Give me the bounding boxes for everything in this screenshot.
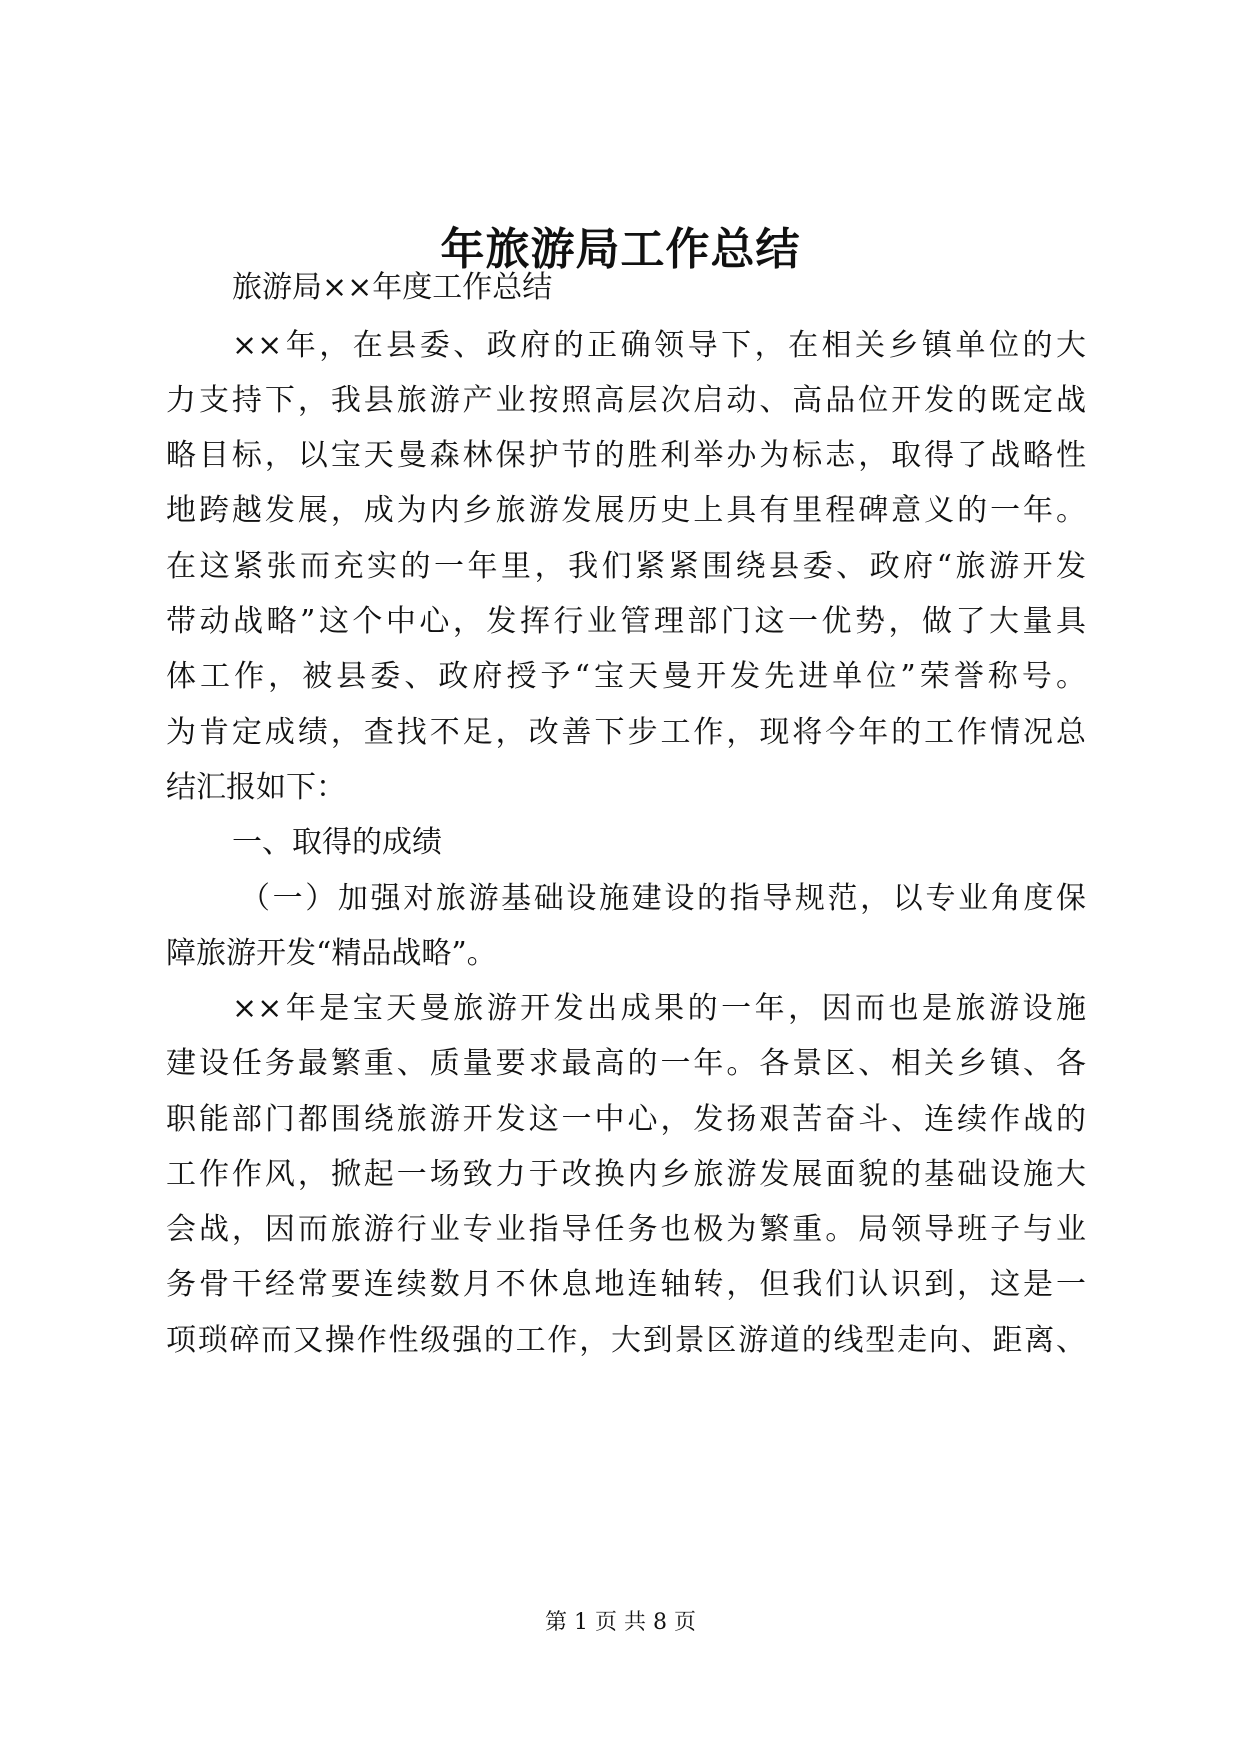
body-line: 体工作，被县委、政府授予“宝天曼开发先进单位”荣誉称号。	[166, 659, 1086, 694]
body-line: 在这紧张而充实的一年里，我们紧紧围绕县委、政府“旅游开发	[166, 549, 1086, 584]
body-line: 带动战略”这个中心，发挥行业管理部门这一优势，做了大量具	[166, 604, 1086, 639]
body-line: 略目标，以宝天曼森林保护节的胜利举办为标志，取得了战略性	[166, 438, 1086, 473]
body-line: 职能部门都围绕旅游开发这一中心，发扬艰苦奋斗、连续作战的	[166, 1102, 1086, 1137]
subtitle-line: 旅游局××年度工作总结	[232, 270, 553, 305]
body-line: 为肯定成绩，查找不足，改善下步工作，现将今年的工作情况总	[166, 715, 1086, 750]
body-line: ××年是宝天曼旅游开发出成果的一年，因而也是旅游设施	[232, 991, 1086, 1026]
body-line: 地跨越发展，成为内乡旅游发展历史上具有里程碑意义的一年。	[166, 493, 1086, 528]
document-title: 年旅游局工作总结	[440, 224, 801, 275]
body-line: ××年，在县委、政府的正确领导下，在相关乡镇单位的大	[232, 328, 1086, 363]
body-line: 工作作风，掀起一场致力于改换内乡旅游发展面貌的基础设施大	[166, 1157, 1086, 1192]
body-line: 建设任务最繁重、质量要求最高的一年。各景区、相关乡镇、各	[166, 1046, 1086, 1081]
page-number-footer: 第 1 页 共 8 页	[545, 1610, 696, 1635]
subsection-heading-cont: 障旅游开发“精品战略”。	[166, 936, 497, 971]
body-line: 务骨干经常要连续数月不休息地连轴转，但我们认识到，这是一	[166, 1267, 1086, 1302]
body-line: 会战，因而旅游行业专业指导任务也极为繁重。局领导班子与业	[166, 1212, 1086, 1247]
body-line: 项琐碎而又操作性级强的工作，大到景区游道的线型走向、距离、	[166, 1323, 1086, 1358]
subsection-heading: （一）加强对旅游基础设施建设的指导规范，以专业角度保	[240, 881, 1086, 916]
body-line: 结汇报如下：	[166, 770, 346, 805]
body-line: 力支持下，我县旅游产业按照高层次启动、高品位开发的既定战	[166, 383, 1086, 418]
section-heading: 一、取得的成绩	[232, 825, 442, 860]
